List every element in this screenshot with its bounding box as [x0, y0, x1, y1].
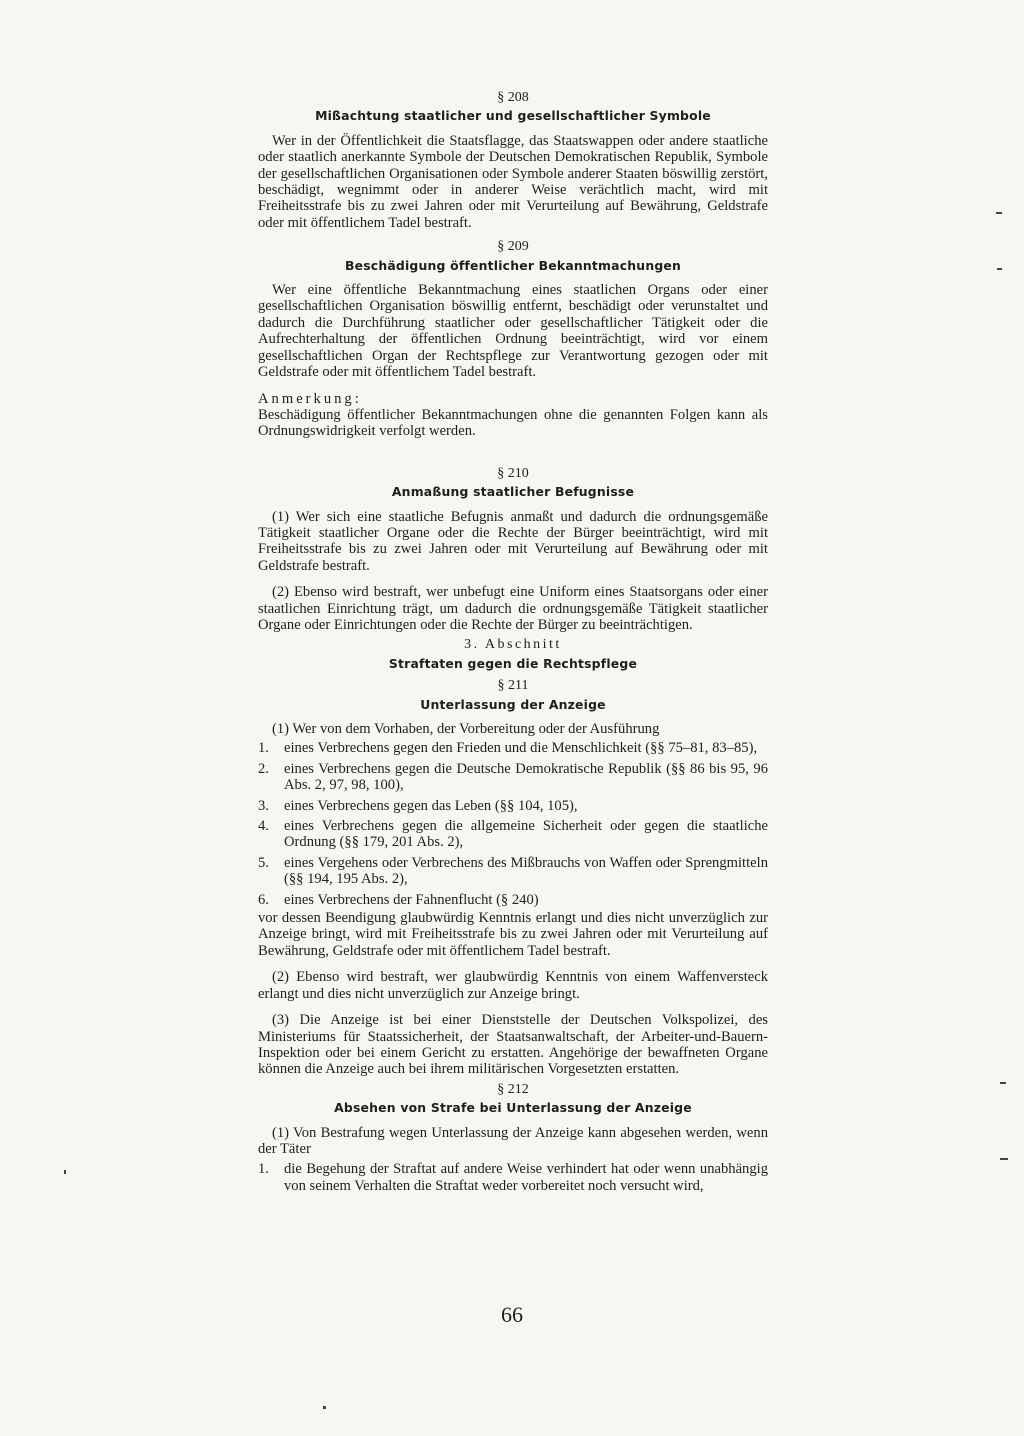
scan-speck	[323, 1406, 326, 1409]
paragraph-211-abs-3: (3) Die Anzeige ist bei einer Dienststelle der Deutschen Volkspolizei, des Ministeriums für Staatssicherheit, der Staatsanwaltschaft, der Arbeiter-und-Bauern-Inspektion oder bei einem Gericht zu erstatten. Angehörige der bewaffneten Organe können die Anzeige auch bei ihrem militärischen Vorgesetzten erstatten.	[258, 1012, 768, 1078]
list-item	[258, 818, 768, 851]
paragraph-210-abs-1: (1) Wer sich eine staatliche Befugnis anmaßt und dadurch die ordnungsgemäße Tätigkeit staatlicher Organe oder die Rechte der Bürger beeinträchtigt, wird mit Freiheitsstrafe bis zu zwei Jahren oder mit Verurteilung auf Bewährung oder mit Geldstrafe bestraft.	[258, 508, 768, 574]
scan-speck	[997, 268, 1002, 270]
list-item-text: eines Vergehens oder Verbrechens des Mißbrauchs von Waffen oder Sprengmitteln (§§ 194, 195 Abs. 2),	[284, 854, 768, 888]
scan-speck	[1000, 1082, 1006, 1084]
paragraph-text-208: Wer in der Öffentlichkeit die Staatsflagge, das Staatswappen oder andere staatliche oder staatlich anerkannte Symbole der Deutschen Demokratischen Republik, Symbole der gesellschaftlichen Organisationen oder Symbole anderer Staaten böswillig zerstört, beschädigt, wegnimmt oder in anderer Weise verächtlich macht, wird mit Freiheitsstrafe bis zu zwei Jahren oder mit Verurteilung auf Bewährung, Geldstrafe oder mit öffentlichem Tadel bestraft.	[258, 132, 768, 231]
paragraph-text-209: Wer eine öffentliche Bekanntmachung eines staatlichen Organs oder einer gesellschaftlichen Organisation böswillig entfernt, beschädigt oder verunstaltet und dadurch die Durchführung staatlicher oder gesellschaftlicher Tätigkeit oder die Aufrechterhaltung der öffentlichen Ordnung beeinträchtigt, wird vor einem gesellschaftlichen Organ der Rechtspflege zur Verantwortung gezogen oder mit Geldstrafe oder mit öffentlichem Tadel bestraft.	[258, 282, 768, 381]
paragraph-title-212: Absehen von Strafe bei Unterlassung der Anzeige	[334, 1100, 692, 1116]
paragraph-number-208: § 208	[497, 90, 529, 105]
paragraph-number-211: § 211	[497, 678, 529, 694]
paragraph-title-210: Anmaßung staatlicher Befugnisse	[391, 484, 635, 500]
list-item-text: eines Verbrechens gegen die Deutsche Demokratische Republik (§§ 86 bis 95, 96 Abs. 2, 97, 98, 100),	[284, 760, 768, 794]
list-item-number: 1.	[258, 1161, 269, 1178]
list-item	[258, 1161, 768, 1194]
paragraph-title-209: Beschädigung öffentlicher Bekanntmachungen	[344, 257, 682, 273]
paragraph-title-208: Mißachtung staatlicher und gesellschaftlicher Symbole	[315, 108, 711, 124]
list-item-number: 3.	[258, 797, 269, 814]
scan-speck	[996, 212, 1002, 214]
list-item	[258, 740, 768, 756]
list-item	[258, 855, 768, 888]
page-number: 66	[501, 1302, 523, 1327]
section-label: 3. Abschnitt	[464, 637, 562, 653]
list-item	[258, 892, 768, 908]
list-item	[258, 761, 768, 794]
paragraph-number-212: § 212	[497, 1081, 529, 1097]
list-item-number: 1.	[258, 740, 269, 757]
list-item-text: eines Verbrechens der Fahnenflucht (§ 240)	[284, 891, 539, 908]
paragraph-211-intro: (1) Wer von dem Vorhaben, der Vorbereitung oder der Ausführung	[272, 721, 660, 737]
list-item-number: 6.	[258, 891, 269, 908]
paragraph-212-intro: (1) Von Bestrafung wegen Unterlassung der Anzeige kann abgesehen werden, wenn der Täter	[258, 1124, 768, 1157]
list-item-number: 4.	[258, 818, 269, 835]
section-title: Straftaten gegen die Rechtspflege	[388, 655, 638, 671]
scan-speck	[64, 1170, 66, 1174]
paragraph-211-tail: vor dessen Beendigung glaubwürdig Kenntnis erlangt und dies nicht unverzüglich zur Anzeige bringt, wird mit Freiheitsstrafe bis zu zwei Jahren oder mit Verurteilung auf Bewährung, Geldstrafe oder mit öffentlichem Tadel bestraft.	[258, 910, 768, 959]
paragraph-211-abs-2: (2) Ebenso wird bestraft, wer glaubwürdig Kenntnis von einem Waffenversteck erlangt und dies nicht unverzüglich zur Anzeige bringt.	[258, 969, 768, 1002]
list-item-text: eines Verbrechens gegen die allgemeine Sicherheit oder gegen die staatliche Ordnung (§§ 179, 201 Abs. 2),	[284, 818, 768, 851]
list-item-text: die Begehung der Straftat auf andere Weise verhindert hat oder wenn unabhängig von seinem Verhalten die Straftat weder vorbereitet noch versucht wird,	[284, 1161, 768, 1194]
list-item-text: eines Verbrechens gegen den Frieden und die Menschlichkeit (§§ 75–81, 83–85),	[284, 740, 758, 757]
list-item-number: 5.	[258, 854, 269, 871]
list-item-number: 2.	[258, 760, 269, 777]
list-item	[258, 798, 768, 814]
paragraph-number-209: § 209	[497, 239, 529, 255]
scan-speck	[1000, 1158, 1008, 1160]
page-content	[258, 90, 768, 1194]
paragraph-title-211: Unterlassung der Anzeige	[420, 696, 606, 712]
list-item-text: eines Verbrechens gegen das Leben (§§ 104, 105),	[284, 797, 578, 814]
remark-text: Beschädigung öffentlicher Bekanntmachungen ohne die genannten Folgen kann als Ordnungswidrigkeit verfolgt werden.	[258, 406, 768, 440]
paragraph-number-210: § 210	[497, 465, 529, 481]
remark-label: Anmerkung:	[258, 390, 362, 407]
paragraph-210-abs-2: (2) Ebenso wird bestraft, wer unbefugt eine Uniform eines Staatsorgans oder einer staatlichen Einrichtung trägt, um dadurch die ordnungsgemäße Tätigkeit staatlicher Organe oder Einrichtungen oder die Rechte der Bürger zu beeinträchtigen.	[258, 584, 768, 633]
